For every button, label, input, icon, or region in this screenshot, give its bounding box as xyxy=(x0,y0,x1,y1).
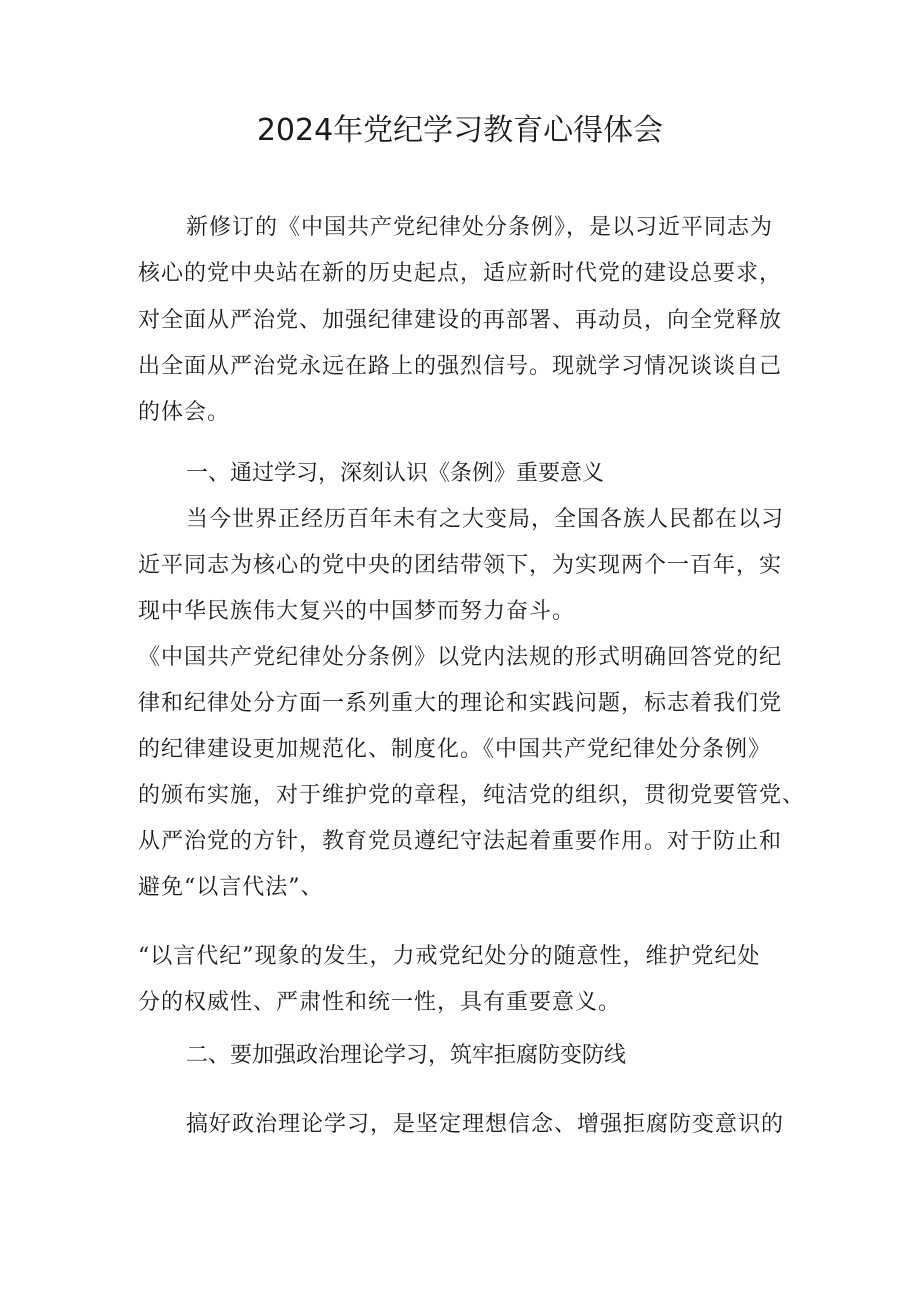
paragraph-line: 分的权威性、严肃性和统一性，具有重要意义。 xyxy=(138,990,622,1015)
paragraph-line: 当今世界正经历百年未有之大变局，全国各族人民都在以习 xyxy=(186,507,785,532)
paragraph-line: 现中华民族伟大复兴的中国梦而努力奋斗。 xyxy=(138,599,576,624)
paragraph-line: 新修订的《中国共产党纪律处分条例》，是以习近平同志为 xyxy=(186,215,774,240)
section-heading-1: 一、通过学习，深刻认识《条例》重要意义 xyxy=(186,461,605,486)
paragraph-line: 的颁布实施，对于维护党的章程，纯洁党的组织，贯彻党要管党、 xyxy=(138,783,806,808)
paragraph-line: 从严治党的方针，教育党员遵纪守法起着重要作用。对于防止和 xyxy=(138,829,783,854)
paragraph-line: 核心的党中央站在新的历史起点，适应新时代党的建设总要求， xyxy=(138,261,783,286)
section-heading-2: 二、要加强政治理论学习，筑牢拒腐防变防线 xyxy=(186,1043,627,1068)
paragraph-line: 近平同志为核心的党中央的团结带领下，为实现两个一百年，实 xyxy=(138,553,783,578)
document-title: 2024年党纪学习教育心得体会 xyxy=(256,113,664,148)
paragraph-line: 《中国共产党纪律处分条例》以党内法规的形式明确回答党的纪 xyxy=(138,645,783,670)
paragraph-line: 的体会。 xyxy=(138,400,231,425)
paragraph-line: 的纪律建设更加规范化、制度化。《中国共产党纪律处分条例》 xyxy=(138,737,772,762)
paragraph-line: 搞好政治理论学习，是坚定理想信念、增强拒腐防变意识的 xyxy=(186,1112,785,1137)
paragraph-line: “以言代纪”现象的发生，力戒党纪处分的随意性，维护党纪处 xyxy=(138,944,761,969)
paragraph-line: 律和纪律处分方面一系列重大的理论和实践问题，标志着我们党 xyxy=(138,691,783,716)
paragraph-line: 避免“以言代法”、 xyxy=(138,875,324,900)
paragraph-line: 出全面从严治党永远在路上的强烈信号。现就学习情况谈谈自己 xyxy=(138,354,783,379)
paragraph-line: 对全面从严治党、加强纪律建设的再部署、再动员，向全党释放 xyxy=(138,308,783,333)
